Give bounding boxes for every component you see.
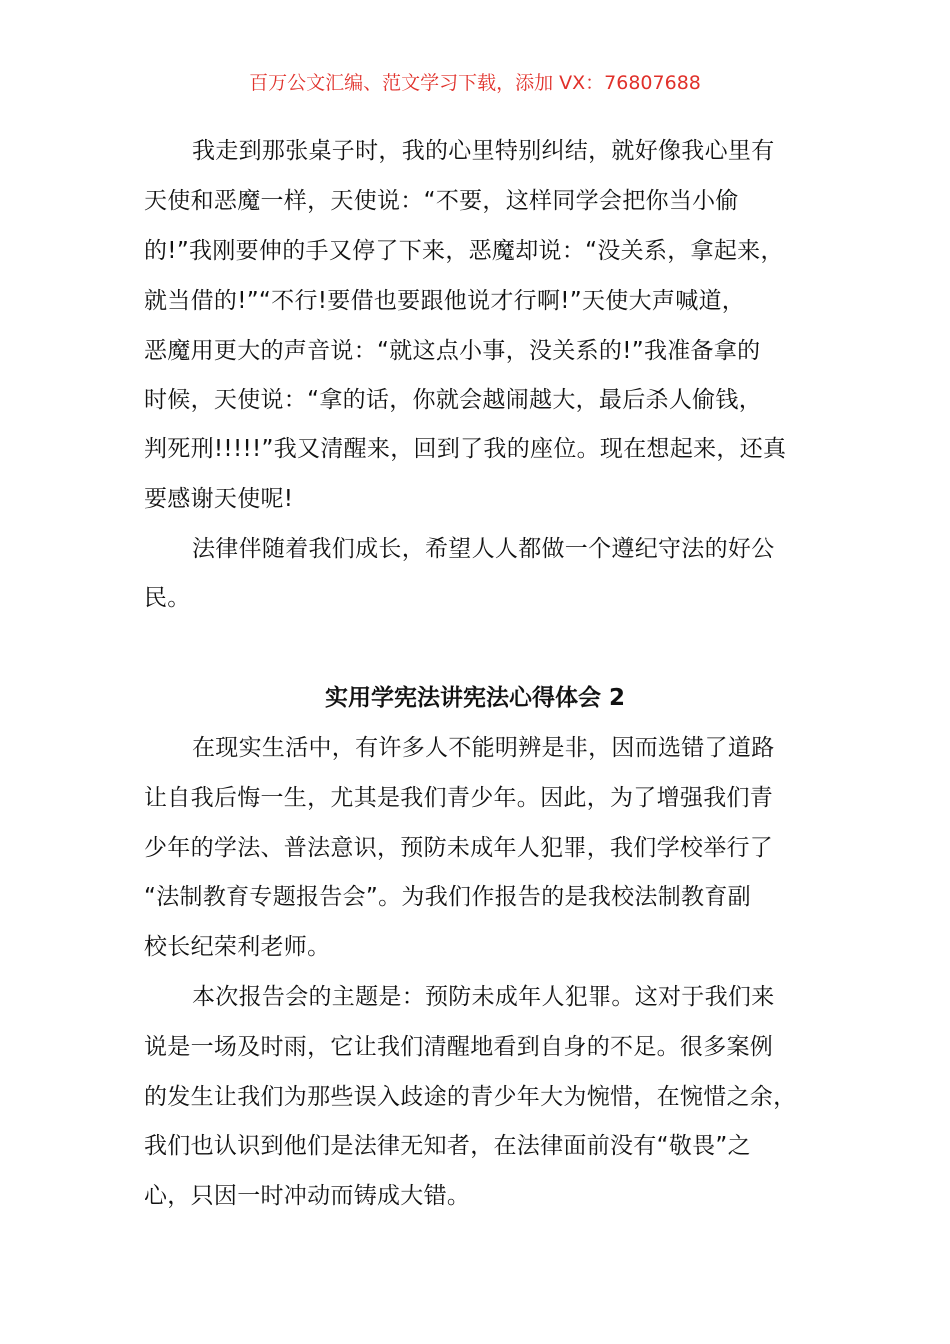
paragraph-line: 恶魔用更大的声音说：“就这点小事，没关系的!”我准备拿的: [144, 338, 761, 364]
paragraph-line: 民。: [144, 585, 191, 611]
watermark-header: 百万公文汇编、范文学习下载，添加 VX：76807688: [249, 72, 701, 94]
paragraph-line: 就当借的!”“不行!要借也要跟他说才行啊!”天使大声喊道，: [144, 288, 746, 314]
paragraph-line: 说是一场及时雨，它让我们清醒地看到自身的不足。很多案例: [144, 1034, 774, 1060]
paragraph-line: 法律伴随着我们成长，希望人人都做一个遵纪守法的好公: [192, 536, 775, 562]
paragraph-line: 让自我后悔一生，尤其是我们青少年。因此，为了增强我们青: [144, 785, 774, 811]
paragraph-line: 在现实生活中，有许多人不能明辨是非，因而选错了道路: [192, 735, 775, 761]
paragraph-line: 少年的学法、普法意识，预防未成年人犯罪，我们学校举行了: [144, 835, 774, 861]
paragraph-line: 要感谢天使呢!: [144, 486, 294, 512]
paragraph-line: 本次报告会的主题是：预防未成年人犯罪。这对于我们来: [192, 984, 775, 1010]
paragraph-line: 判死刑!!!!!”我又清醒来，回到了我的座位。现在想起来，还真: [144, 436, 787, 462]
paragraph-line: 的发生让我们为那些误入歧途的青少年大为惋惜，在惋惜之余，: [144, 1084, 797, 1110]
paragraph-line: 心，只因一时冲动而铸成大错。: [144, 1183, 471, 1209]
paragraph-line: 天使和恶魔一样，天使说：“不要，这样同学会把你当小偷: [144, 188, 739, 214]
paragraph-line: 校长纪荣利老师。: [144, 934, 331, 960]
paragraph-line: “法制教育专题报告会”。为我们作报告的是我校法制教育副: [144, 884, 751, 910]
paragraph-line: 时候，天使说：“拿的话，你就会越闹越大，最后杀人偷钱，: [144, 387, 763, 413]
paragraph-line: 我们也认识到他们是法律无知者，在法律面前没有“敬畏”之: [144, 1133, 751, 1159]
paragraph-line: 我走到那张桌子时，我的心里特别纠结，就好像我心里有: [192, 138, 775, 164]
section-title: 实用学宪法讲宪法心得体会 2: [324, 685, 625, 711]
paragraph-line: 的!”我刚要伸的手又停了下来，恶魔却说：“没关系，拿起来，: [144, 238, 784, 264]
